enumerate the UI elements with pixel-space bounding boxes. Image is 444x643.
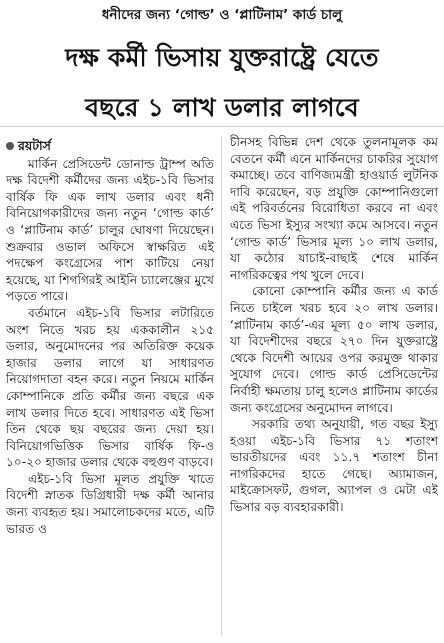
body-paragraph: এইচ-১বি ভিসা মূলত প্রযুক্তি খাতে বিদেশী স্নাতক ডিগ্রিধারী দক্ষ কর্মী আনার জন্য ব্যবহৃত হয়। সমালোচকদের মতে, এটি ভারত ও	[6, 471, 214, 536]
article-headline-line-2: বছরে ১ লাখ ডলার লাগবে	[85, 93, 359, 122]
body-paragraph: বর্তমানে এইচ-১বি ভিসার লটারিতে অংশ নিতে খরচ হয় এককালীন ২১৫ ডলার, অনুমোদনের পর অতিরিক্ত কয়েক হাজার ডলার লাগে যা সাধারণত নিয়োগদাতা বহন করে। নতুন নিয়মে মার্কিন কোম্পানিকে প্রতি কর্মীর জন্য বছরে এক লাখ ডলার দিতে হবে। সাধারণত এই ভিসা তিন থেকে ছয় বছরের জন্য দেয়া হয়। বিনিয়োগভিত্তিক ভিসার বার্ষিক ফি-ও ১০-২০ হাজার ডলার থেকে বহুগুণ বাড়বে।	[6, 305, 214, 470]
headline-rule	[0, 126, 444, 127]
body-paragraph: মার্কিন প্রেসিডেন্ট ডোনাল্ড ট্রাম্প অতি দক্ষ বিদেশী কর্মীদের জন্য এইচ-১বি ভিসার বার্ষিক ফি এক লাখ ডলার এবং ধনী বিনিয়োগকারীদের জন্য নতুন ‘গোল্ড কার্ড’ ও ‘প্লাটিনাম কার্ড’ চালুর ঘোষণা দিয়েছেন। শুক্রবার ওভাল অফিসে স্বাক্ষরিত এই পদক্ষেপ কংগ্রেসের পাশ কাটিয়ে নেয়া হয়েছে, যা শিগগিরই আইনি চ্যালেঞ্জের মুখে পড়তে পারে।	[6, 156, 214, 304]
body-paragraph: কোনো কোম্পানি কর্মীর জন্য এ কার্ড নিতে চাইলে খরচ হবে ২০ লাখ ডলার। ‘প্লাটিনাম কার্ড’-এর মূল্য ৫০ লাখ ডলার, যা বিদেশীদের বছরে ২৭০ দিন যুক্তরাষ্ট্রে থেকে বিদেশী আয়ের ওপর করমুক্ত থাকার সুযোগ দেবে। গোল্ড কার্ড প্রেসিডেন্টের নির্বাহী ক্ষমতায় চালু হলেও প্লাটিনাম কার্ডের জন্য কংগ্রেসের অনুমোদন লাগবে।	[230, 284, 438, 415]
article-kicker: ধনীদের জন্য ‘গোল্ড’ ও ‘প্লাটিনাম’ কার্ড চালু	[101, 7, 343, 23]
article-column-left	[6, 138, 214, 640]
source-label: রয়টার্স	[18, 138, 51, 153]
body-paragraph: সরকারি তথ্য অনুযায়ী, গত বছর ইস্যু হওয়া এইচ-১বি ভিসার ৭১ শতাংশ ভারতীয়দের এবং ১১.৭ শতাংশ চীনা নাগরিকদের হাতে গেছে। অ্যামাজন, মাইক্রোসফট, গুগল, অ্যাপল ও মেটা এই ভিসার বড় ব্যবহারকারী।	[230, 417, 438, 515]
article-headline-line-1: দক্ষ কর্মী ভিসায় যুক্তরাষ্ট্রে যেতে	[65, 43, 379, 72]
bullet-icon	[6, 142, 14, 150]
body-paragraph: চীনসহ বিভিন্ন দেশ থেকে তুলনামূলক কম বেতনে কর্মী এনে মার্কিনদের চাকরির সুযোগ কমাচ্ছে। তবে বাণিজ্যমন্ত্রী হাওয়ার্ড লুটনিক দাবি করেছেন, বড় প্রযুক্তি কোম্পানিগুলো এই পরিবর্তনের বিরোধিতা করবে না এবং এতে ভিসা ইস্যুর সংখ্যা কমে আসবে। নতুন ‘গোল্ড কার্ড’ ভিসার মূল্য ১০ লাখ ডলার, যা কঠোর যাচাই-বাছাই শেষে মার্কিন নাগরিকত্বের পথ খুলে দেবে।	[230, 135, 438, 282]
column-divider	[221, 136, 222, 636]
source-line	[6, 138, 214, 155]
article-column-right	[230, 134, 438, 636]
